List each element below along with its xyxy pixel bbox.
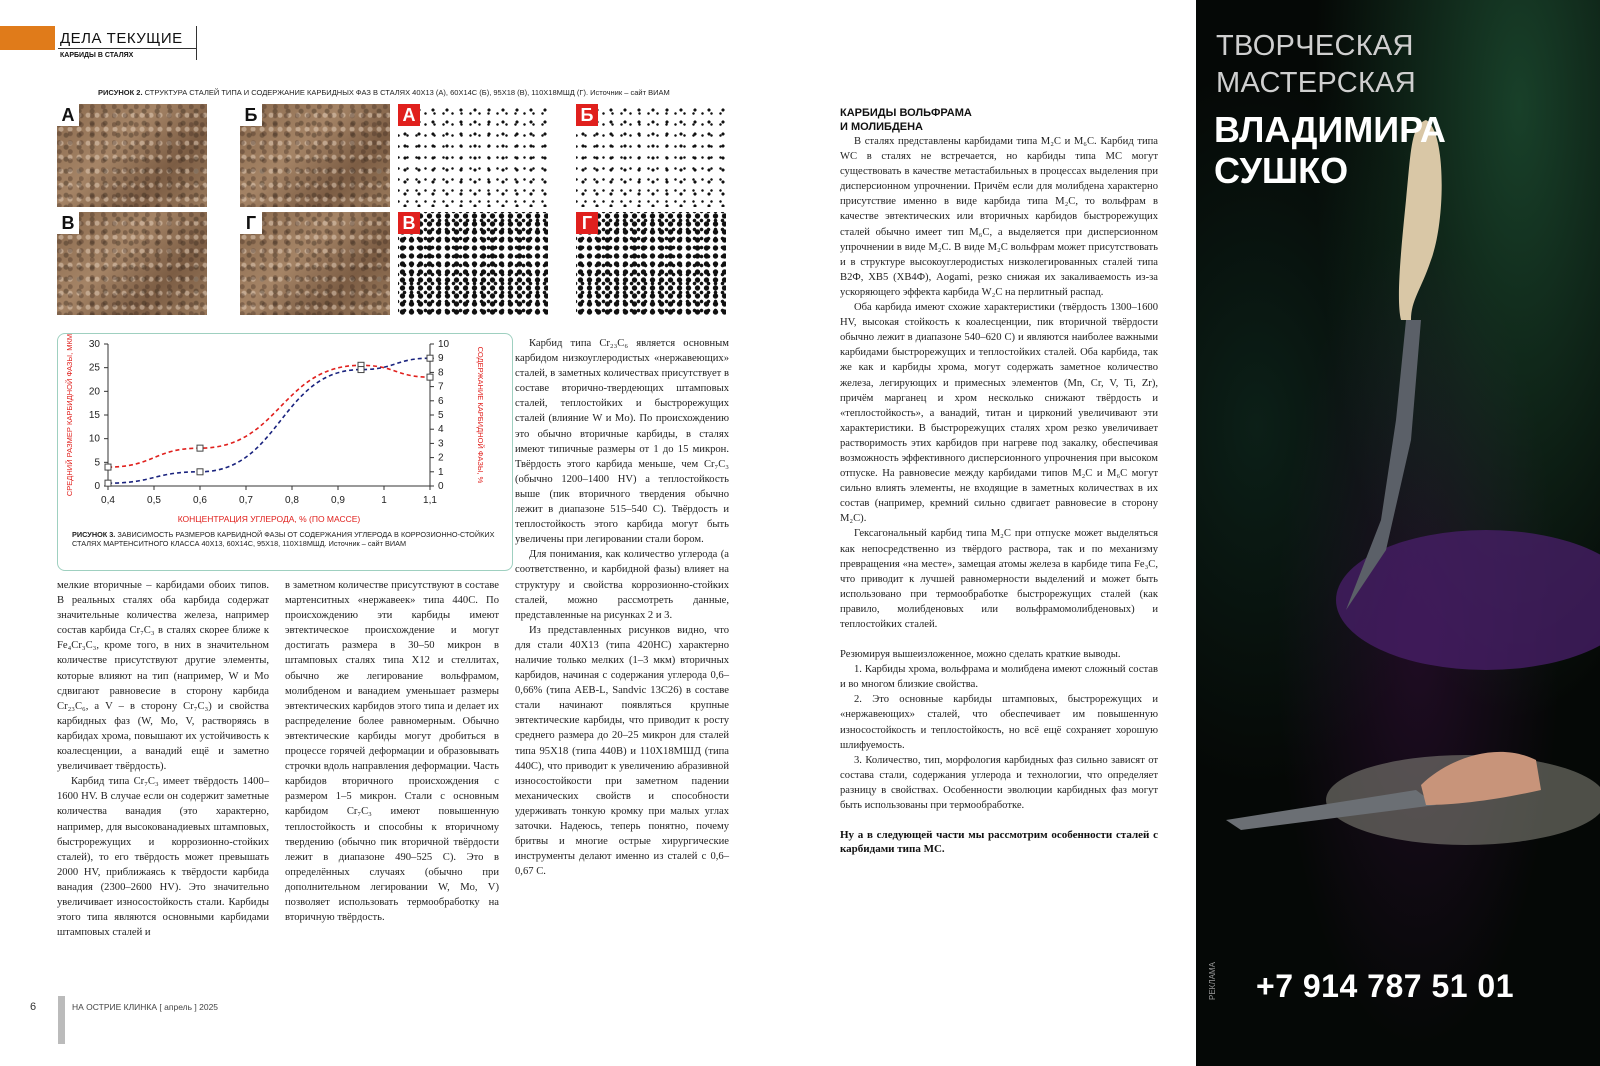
paragraph: Для понимания, как количество углерода (а соответственно, и карбидной фазы) влияет на структуру и свойства коррозионно-стойких сталей, можно рассмотреть данные, представленные на рисунках 2 и 3. <box>515 549 729 621</box>
series-point-2 <box>358 367 364 373</box>
subheading: И МОЛИБДЕНА <box>840 121 923 133</box>
panel-label: В <box>398 212 420 234</box>
micrograph-a-photo <box>57 104 207 207</box>
section-title: ДЕЛА ТЕКУЩИЕ <box>60 30 183 47</box>
x-tick-label: 1 <box>381 495 387 506</box>
paragraph: Гексагональный карбид типа M₂C при отпуске может выделяться как непосредственно из твёрдого раствора, так и по механизму превращения «на месте», замещая атомы железа в карбиде типа Fe₃C, что приводит к лучшей равномерности выделений и может быть использовано при термообработке быстрорежущих сталей (как правило, молибденовых или вольфрамомолибденовых) и теплостойких сталей. <box>840 528 1158 630</box>
series-point-1 <box>427 374 433 380</box>
figure3-caption <box>72 531 500 549</box>
footer-magazine <box>72 1002 218 1012</box>
series-point-1 <box>197 445 203 451</box>
y2-tick-label: 6 <box>438 395 444 407</box>
series-point-2 <box>105 480 111 486</box>
section-color-tab <box>0 26 55 50</box>
figure2-caption-label: РИСУНОК 2. <box>98 88 143 97</box>
paragraph: В сталях представлены карбидами типа M₂C и M₆C. Карбид типа WC в сталях не встречается, но карбиды типа MC могут существовать в качестве метастабильных в процессах выделения при дисперсионном упрочнении. Причём если для молибдена характерно присутствие именно в виде карбида типа M₂C, то вольфрам в качестве эвтектических или вторичных карбидов быстрорежущих сталей обычно имеет тип M₆C, а выделяется при дисперсионном упрочнении в виде M₂C. В виде M₂C вольфрам может присутствовать и в структуре высокоуглеродистых низколегированных сталей типа В2Ф, ХВ5 (ХВ4Ф), Aogami, резко снижая их закаливаемость из-за ускоряющего эффекта карбида W₂C на перлитный распад. <box>840 136 1158 298</box>
x-tick-label: 0,8 <box>285 495 299 506</box>
x-tick-label: 0,7 <box>239 495 253 506</box>
footer-rule <box>58 996 65 1044</box>
summary-item: 3. Количество, тип, морфология карбидных фаз сильно зависят от состава стали, содержания углерода и технологии, что определяет разницу в свойствах. Особенности эволюции карбидных фаз могут быть использованы при термообработке. <box>840 754 1158 812</box>
x-tick-label: 1,1 <box>423 495 437 506</box>
advertisement-page <box>1196 0 1600 1066</box>
ad-headline-line3: ВЛАДИМИРА <box>1214 109 1446 150</box>
x-tick-label: 0,5 <box>147 495 161 506</box>
y2-tick-label: 3 <box>438 438 444 450</box>
micrograph-v-photo <box>57 212 207 315</box>
panel-label: Б <box>576 104 598 126</box>
paragraph: в заметном количестве присутствуют в составе мартенситных «нержавеек» типа 440С. По происхождению эти карбиды имеют эвтектическое происхождение и могут достигать размера в 30–50 микрон в штамповых сталях типа Х12 и стеллитах, обычно же легирование вольфрамом, молибденом и ванадием уменьшает размеры эвтектических карбидов этого типа и делает их распределение более равномерным. Обычно эвтектические карбиды могут дробиться в процессе горячей деформации и образовывать строчки вдоль направления деформации. Часть карбидов вторичного происхождения с размером 1–5 микрон. Стали с основным карбидом Cr₇C₃ имеют повышенную теплостойкость и способны к вторичному твердению (обычно пик вторичной твёрдости лежит в диапазоне 490–525 С). Это в определённых случаях (обычно при дополнительном легировании W, Mo, V) позволяет использовать термообработку на вторичную твёрдость. <box>285 580 499 924</box>
figure3-chart <box>58 334 514 534</box>
figure3-caption-text: ЗАВИСИМОСТЬ РАЗМЕРОВ КАРБИДНОЙ ФАЗЫ ОТ СОДЕРЖАНИЯ УГЛЕРОДА В КОРРОЗИОННО-СТОЙКИХ СТАЛЯХ МАРТЕНСИТНОГО КЛАССА 40Х13, 60Х14С, 95Х18, 110Х18МШД. Источник – сайт ВИАМ <box>72 530 495 548</box>
magazine-title: НА ОСТРИЕ КЛИНКА <box>72 1002 158 1012</box>
paragraph: Карбид типа Cr₂₃C₆ является основным карбидом низкоуглеродистых «нержавеющих» сталей, в заметных количествах присутствует в составе вторично-твердеющих штамповых сталей, теплостойких и быстрорежущих сталей (влияние W и Mo). По происхождению это обычно вторичные карбиды, в сталях имеют типичные размеры от 1 до 15 микрон. Твёрдость этого карбида меньше, чем Cr₇C₃ (обычно 1200–1400 HV) а теплостойкость выше (пик вторичного твердения обычно лежит в диапазоне 515–540 С). Твёрдость и теплостойкость этого карбида могут быть увеличены при легировании стали бором. <box>515 338 729 546</box>
text-column-2 <box>285 578 499 925</box>
paragraph: Оба карбида имеют схожие характеристики (твёрдость 1300–1600 HV, высокая стойкость к коалесценции, пик вторичной твёрдости обычно лежит в диапазоне 540–620 С) и являются наиболее важными карбидами быстрорежущих и теплостойких сталей. Оба карбида, так же как и карбиды хрома, могут содержать заметное количество железа, легирующих и примесных элементов (Mn, Cr, V, Ti, Zr), причём марганец и хром несколько снижают твёрдость и «теплостойкость», а ванадий, титан и цирконий увеличивают эти характеристики. В быстрорежущих сталях хром резко увеличивает растворимость этих карбидов при нагреве под закалку, обеспечивая возможность эффективного дисперсионного упрочнения при высоком отпуске. На равновесие между карбидами типов M₂C и M₆C могут сильно влиять элементы, не входящие в заметных количествах в их состав (например, кремний сильно сдвигает равновесие в сторону M₂C). <box>840 302 1158 525</box>
text-column-4 <box>840 106 1158 856</box>
figure2-caption <box>98 88 778 97</box>
y2-tick-label: 9 <box>438 353 444 365</box>
figure3-caption-label: РИСУНОК 3. <box>72 530 116 539</box>
text-column-3 <box>515 336 729 879</box>
y-tick-label: 5 <box>94 457 100 469</box>
summary-item: 2. Это основные карбиды штамповых, быстрорежущих и «нержавеющих» сталей, что обеспечивает им повышенную износостойкость и теплостойкость, но всё ещё сохраняет хорошую шлифуемость. <box>840 694 1158 751</box>
y2-tick-label: 0 <box>438 481 444 492</box>
y2-tick-label: 4 <box>438 424 444 436</box>
y2-tick-label: 8 <box>438 367 444 379</box>
panel-label: Г <box>240 212 262 234</box>
series-line-2 <box>108 358 430 483</box>
paragraph: Карбид типа Cr₇C₃ имеет твёрдость 1400–1600 HV. В случае если он содержит заметные количества ванадия (это характерно, например, для высокованадиевых штамповых, быстрорежущих и коррозионно-стойких сталей), то его твёрдость может превышать 2000 HV, приближаясь к твёрдости карбида ванадия (2300–2600 HV). Это значительно увеличивает износостойкость стали. Карбиды этого типа являются основными карбидами штамповых сталей и <box>57 776 269 939</box>
micrograph-b-phase-map <box>576 104 726 207</box>
ad-headline-line1: ТВОРЧЕСКАЯ <box>1216 30 1414 62</box>
panel-label: Б <box>240 104 262 126</box>
x-tick-label: 0,9 <box>331 495 345 506</box>
y-tick-label: 20 <box>88 386 100 398</box>
paragraph: мелкие вторичные – карбидами обоих типов. В реальных сталях оба карбида содержат значительные количества железа, например состав карбида Cr₇C₃ в сталях скорее ближе к Fe₄Cr₃C₃, кроме того, в них в значительном количестве присутствуют другие элементы, которые влияют на тип (например, W и Mo сдвигают равновесие в сторону карбида Cr₂₃C₆, а V – в сторону Cr₇C₃) и свойства карбидных фаз (W, Mo, V, растворяясь в карбидах хрома, повышают их устойчивость к коалесценции, а ванадий ещё и заметно увеличивает твёрдость). <box>57 580 269 773</box>
y2-tick-label: 2 <box>438 452 444 464</box>
panel-label: Г <box>576 212 598 234</box>
micrograph-b-photo <box>240 104 390 207</box>
closing-note: Ну а в следующей части мы рассмотрим особенности сталей с карбидами типа МС. <box>840 829 1158 856</box>
ad-phone-number: +7 914 787 51 01 <box>1256 968 1515 1004</box>
series-line-1 <box>108 365 430 467</box>
y-tick-label: 25 <box>88 362 100 374</box>
series-point-1 <box>105 464 111 470</box>
y2-axis-title: СОДЕРЖАНИЕ КАРБИДНОЙ ФАЗЫ, % <box>476 346 485 484</box>
ad-headline-line4: СУШКО <box>1214 150 1349 191</box>
panel-label: В <box>57 212 79 234</box>
y-tick-label: 0 <box>94 481 100 492</box>
text-column-1 <box>57 578 269 940</box>
y-tick-label: 10 <box>88 433 100 445</box>
micrograph-g-phase-map <box>576 212 726 315</box>
header-vertical-rule <box>196 26 197 60</box>
panel-label: А <box>398 104 420 126</box>
y-tick-label: 15 <box>88 410 100 421</box>
series-point-2 <box>197 469 203 475</box>
section-subtitle: КАРБИДЫ В СТАЛЯХ <box>60 52 134 59</box>
y2-tick-label: 10 <box>438 339 450 350</box>
micrograph-g-photo <box>240 212 390 315</box>
ad-headline-line2: МАСТЕРСКАЯ <box>1216 67 1417 99</box>
summary-item: 1. Карбиды хрома, вольфрама и молибдена имеют сложный состав и во многом близкие свойства. <box>840 664 1158 691</box>
x-tick-label: 0,4 <box>101 495 115 506</box>
micrograph-v-phase-map <box>398 212 548 315</box>
figure2-caption-text: СТРУКТУРА СТАЛЕЙ ТИПА И СОДЕРЖАНИЕ КАРБИДНЫХ ФАЗ В СТАЛЯХ 40Х13 (А), 60Х14С (Б), 95Х18 (В), 110Х18МШД (Г). Источник – сайт ВИАМ <box>142 88 670 97</box>
advertising-mark: РЕКЛАМА <box>1208 962 1217 1000</box>
y-tick-label: 30 <box>88 339 100 350</box>
summary-intro: Резюмируя вышеизложенное, можно сделать краткие выводы. <box>840 649 1121 661</box>
panel-label: А <box>57 104 79 126</box>
y2-tick-label: 1 <box>438 466 444 478</box>
header-rule <box>58 48 196 49</box>
x-tick-label: 0,6 <box>193 495 207 506</box>
x-axis-title: КОНЦЕНТРАЦИЯ УГЛЕРОДА, % (ПО МАССЕ) <box>177 514 361 524</box>
y2-tick-label: 7 <box>438 381 444 393</box>
page-number: 6 <box>30 1001 37 1013</box>
y-axis-title: СРЕДНИЙ РАЗМЕР КАРБИДНОЙ ФАЗЫ, МКМ <box>65 334 74 497</box>
issue-date: [ апрель ] 2025 <box>159 1002 219 1012</box>
subheading: КАРБИДЫ ВОЛЬФРАМА <box>840 107 972 119</box>
series-point-2 <box>427 355 433 361</box>
y2-tick-label: 5 <box>438 410 444 421</box>
paragraph: Из представленных рисунков видно, что для стали 40Х13 (типа 420НС) характерно наличие только мелких (1–3 мкм) вторичных карбидов, начиная с содержания углерода 0,6–0,66% (типа AEB-L, Sandvic 13C26) в составе стали начинают появляться крупные эвтектические карбиды, что приводит к росту среднего размера до 20–25 микрон для сталей типа 95Х18 (типа 440В) и 110Х18МШД (типа 440С), что приводит к увеличению абразивной износостойкости при заметном падении механических свойств и способности удерживать тонкую кромку при малых углах заточки. Надеюсь, теперь понятно, почему бритвы и многие острые хирургические инструменты делают именно из сталей с 0,6–0,67 С. <box>515 624 729 878</box>
micrograph-a-phase-map <box>398 104 548 207</box>
